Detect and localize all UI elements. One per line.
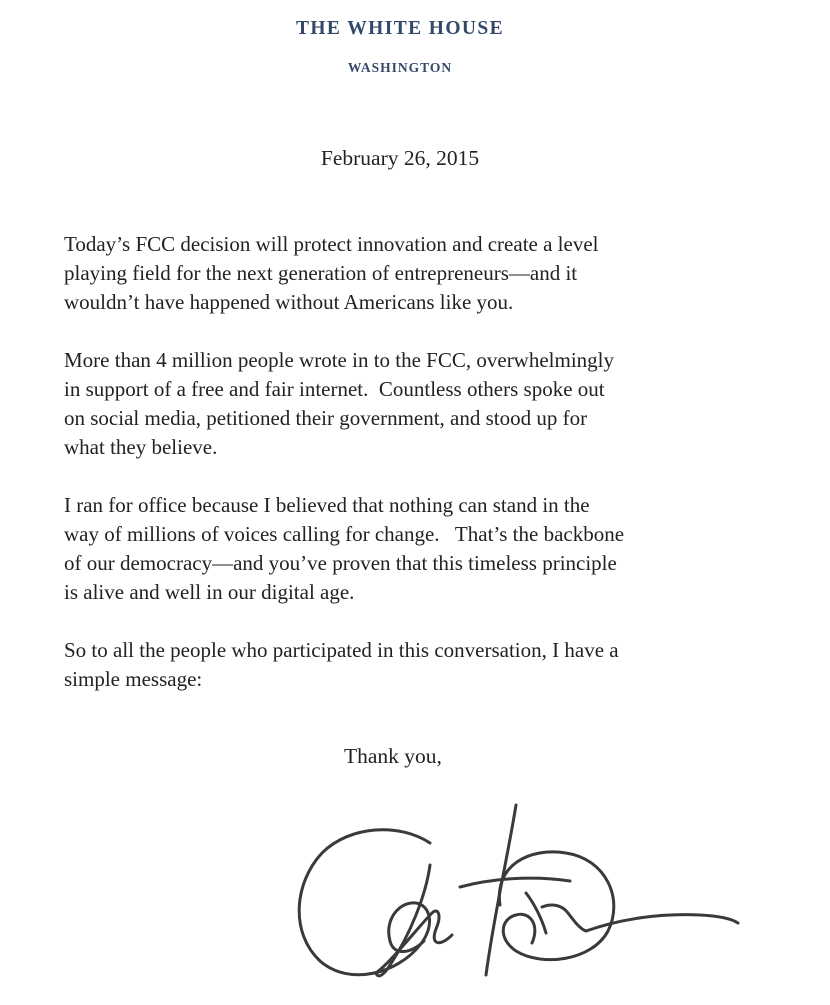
- paragraph-line: playing field for the next generation of entrepreneurs—and it: [64, 261, 578, 285]
- paragraph-line: I ran for office because I believed that nothing can stand in the: [64, 493, 590, 517]
- paragraph-line: is alive and well in our digital age.: [64, 580, 355, 604]
- paragraph-line: wouldn’t have happened without Americans like you.: [64, 290, 514, 314]
- handwritten-signature: [280, 795, 750, 995]
- paragraph-line: of our democracy—and you’ve proven that this timeless principle: [64, 551, 617, 575]
- paragraph-line: simple message:: [64, 667, 203, 691]
- closing-salutation: Thank you,: [344, 744, 442, 768]
- paragraph-1: [64, 230, 754, 317]
- letterhead-title: THE WHITE HOUSE: [295, 18, 505, 39]
- letter-body: [64, 230, 754, 723]
- letterhead-subtitle: WASHINGTON: [347, 60, 453, 75]
- paragraph-line: on social media, petitioned their government, and stood up for: [64, 406, 588, 430]
- paragraph-line: Today’s FCC decision will protect innovation and create a level: [64, 232, 599, 256]
- paragraph-2: [64, 346, 754, 462]
- paragraph-line: way of millions of voices calling for change. That’s the backbone: [64, 522, 625, 546]
- paragraph-line: what they believe.: [64, 435, 218, 459]
- paragraph-line: So to all the people who participated in this conversation, I have a: [64, 638, 619, 662]
- paragraph-line: in support of a free and fair internet. Countless others spoke out: [64, 377, 605, 401]
- letter-date: February 26, 2015: [320, 146, 480, 170]
- paragraph-4: [64, 636, 754, 694]
- paragraph-line: More than 4 million people wrote in to the FCC, overwhelmingly: [64, 348, 615, 372]
- paragraph-3: [64, 491, 754, 607]
